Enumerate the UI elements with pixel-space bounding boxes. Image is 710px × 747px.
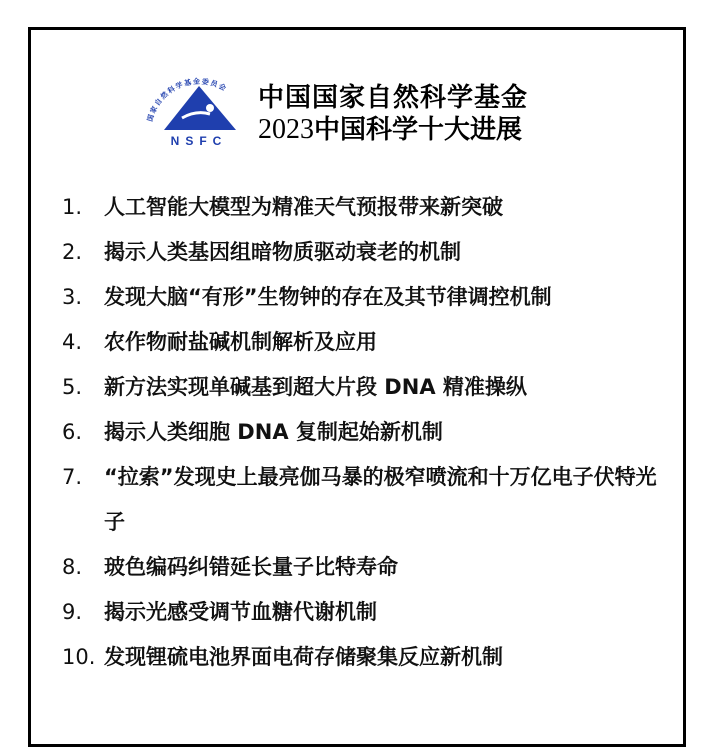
title-line-1: 中国国家自然科学基金 — [258, 83, 529, 113]
item-number: 10. — [62, 645, 96, 669]
item-number: 8. — [62, 555, 83, 579]
list-item — [62, 635, 664, 680]
item-number: 6. — [62, 420, 83, 444]
item-text: 玻色编码纠错延长量子比特寿命 — [104, 555, 398, 579]
list-item — [62, 545, 664, 590]
list-item — [62, 185, 664, 230]
item-number: 9. — [62, 600, 83, 624]
item-number: 4. — [62, 330, 83, 354]
list-item — [62, 590, 664, 635]
title-year: 2023 — [258, 114, 314, 145]
nsfc-logo — [144, 70, 254, 150]
item-text: 发现锂硫电池界面电荷存储聚集反应新机制 — [104, 645, 503, 669]
list-item — [62, 365, 664, 410]
item-number: 3. — [62, 285, 83, 309]
list-item — [62, 320, 664, 365]
list-item — [62, 230, 664, 275]
item-text: 揭示人类基因组暗物质驱动衰老的机制 — [104, 240, 461, 264]
item-text: 揭示光感受调节血糖代谢机制 — [104, 600, 377, 624]
title-line-2 — [258, 114, 528, 146]
item-text: 发现大脑“有形”生物钟的存在及其节律调控机制 — [104, 285, 552, 309]
title-line-2-text: 中国科学十大进展 — [314, 115, 523, 145]
item-number: 5. — [62, 375, 83, 399]
item-number: 2. — [62, 240, 83, 264]
item-text: 人工智能大模型为精准天气预报带来新突破 — [104, 195, 503, 219]
item-text: 农作物耐盐碱机制解析及应用 — [104, 330, 377, 354]
list-item — [62, 455, 664, 545]
item-number: 7. — [62, 465, 83, 489]
item-text: “拉索”发现史上最亮伽马暴的极窄喷流和十万亿电子伏特光子 — [104, 465, 657, 534]
logo-text: NSFC — [170, 134, 228, 148]
logo-arc-text: 国家自然科学基金委员会 — [146, 77, 229, 123]
item-number: 1. — [62, 195, 83, 219]
list-item — [62, 275, 664, 320]
page-title — [258, 82, 528, 146]
item-text: 新方法实现单碱基到超大片段 DNA 精准操纵 — [104, 375, 527, 399]
progress-list — [62, 185, 664, 680]
list-item — [62, 410, 664, 455]
item-text: 揭示人类细胞 DNA 复制起始新机制 — [104, 420, 443, 444]
